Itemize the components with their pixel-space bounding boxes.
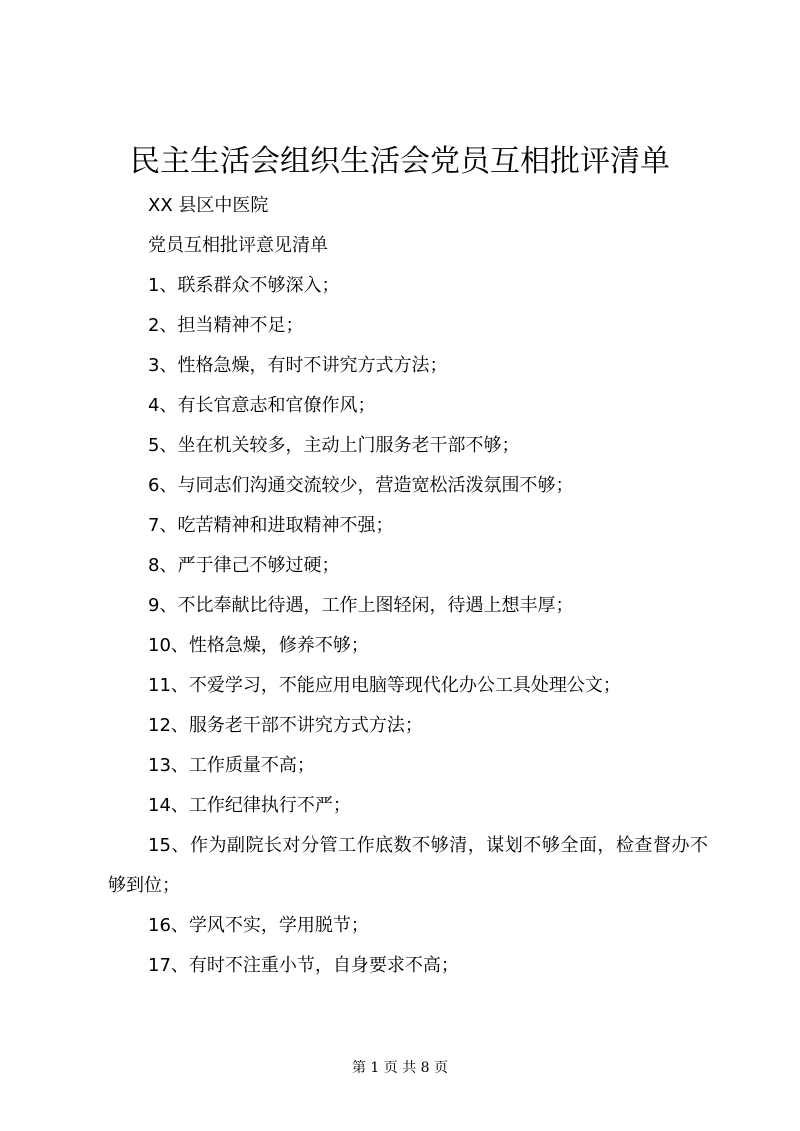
unit-name: XX 县区中医院 xyxy=(148,195,269,216)
criticism-item-8: 8、严于律己不够过硬； xyxy=(148,555,340,576)
criticism-item-17: 17、有时不注重小节，自身要求不高； xyxy=(148,955,459,976)
criticism-item-16: 16、学风不实，学用脱节； xyxy=(148,915,369,936)
criticism-item-12: 12、服务老干部不讲究方式方法； xyxy=(148,715,423,736)
criticism-item-7: 7、吃苦精神和进取精神不强； xyxy=(148,515,394,536)
criticism-item-5: 5、坐在机关较多，主动上门服务老干部不够； xyxy=(148,435,520,456)
criticism-item-1: 1、联系群众不够深入； xyxy=(148,275,340,296)
criticism-item-3: 3、性格急燥，有时不讲究方式方法； xyxy=(148,355,448,376)
document-body xyxy=(108,186,708,986)
criticism-item-14: 14、工作纪律执行不严； xyxy=(148,795,351,816)
list-heading: 党员互相批评意见清单 xyxy=(148,235,328,256)
criticism-item-4: 4、有长官意志和官僚作风； xyxy=(148,395,376,416)
criticism-item-2: 2、担当精神不足； xyxy=(148,315,304,336)
page-number: 第 1 页 共 8 页 xyxy=(351,1060,449,1076)
criticism-item-10: 10、性格急燥，修养不够； xyxy=(148,635,369,656)
document-title: 民主生活会组织生活会党员互相批评清单 xyxy=(130,144,670,179)
criticism-item-15: 15、作为副院长对分管工作底数不够清，谋划不够全面，检查督办不够到位； xyxy=(108,835,708,896)
criticism-item-9: 9、不比奉献比待遇，工作上图轻闲，待遇上想丰厚； xyxy=(148,595,574,616)
criticism-item-13: 13、工作质量不高； xyxy=(148,755,315,776)
criticism-item-11: 11、不爱学习，不能应用电脑等现代化办公工具处理公文； xyxy=(148,675,621,696)
criticism-item-6: 6、与同志们沟通交流较少，营造宽松活泼氛围不够； xyxy=(148,475,574,496)
